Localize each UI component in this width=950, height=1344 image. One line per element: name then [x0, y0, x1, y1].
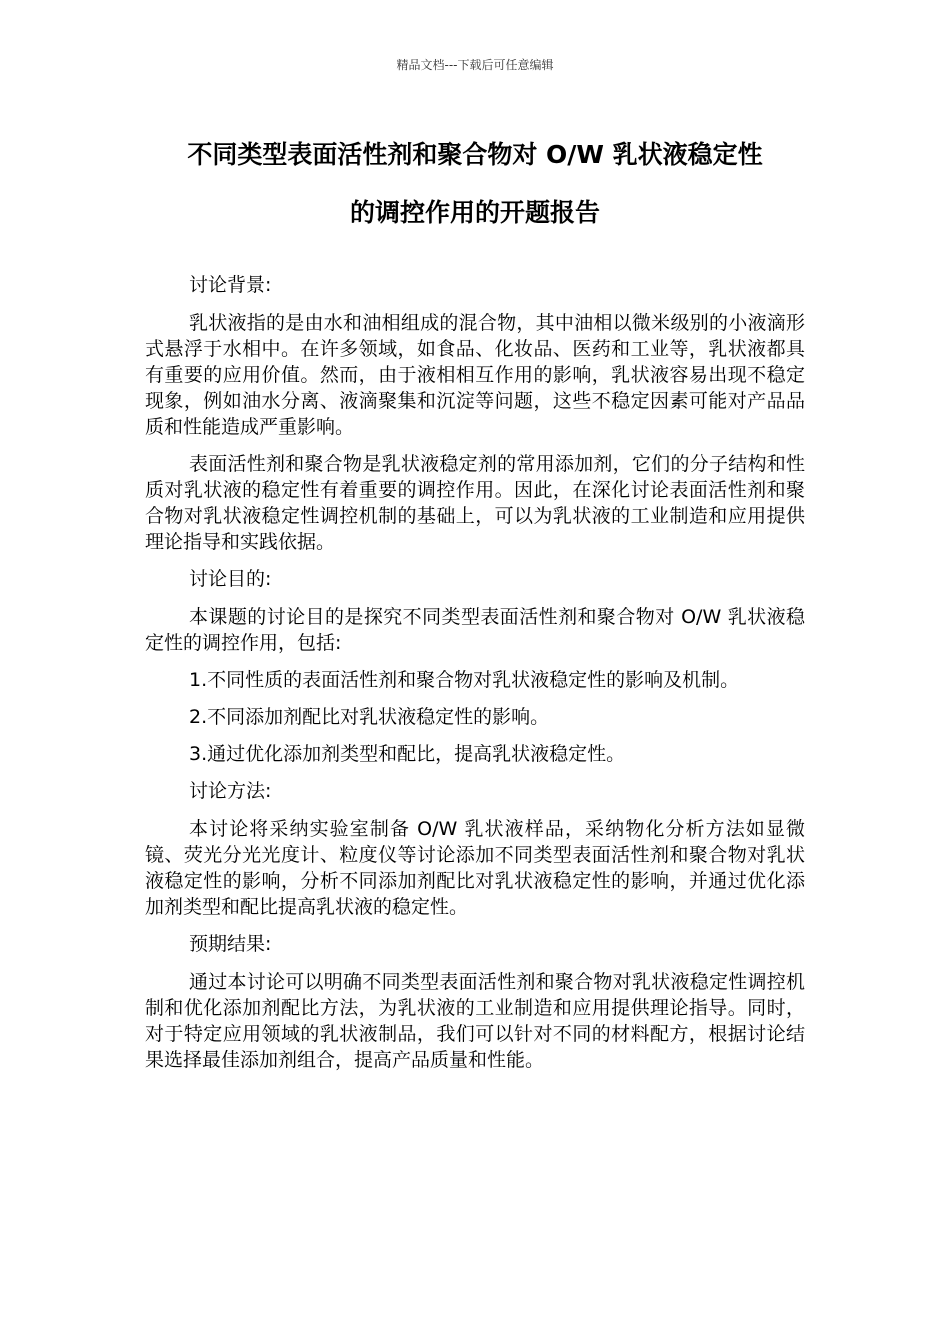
background-paragraph-2: 表面活性剂和聚合物是乳状液稳定剂的常用添加剂，它们的分子结构和性质对乳状液的稳定性有着重要的调控作用。因此，在深化讨论表面活性剂和聚合物对乳状液稳定性调控机制的基础上，可以为乳状液的工业制造和应用提供理论指导和实践依据。 [145, 453, 805, 553]
document-body [145, 272, 805, 1084]
results-paragraph: 通过本讨论可以明确不同类型表面活性剂和聚合物对乳状液稳定性调控机制和优化添加剂配比方法，为乳状液的工业制造和应用提供理论指导。同时，对于特定应用领域的乳状液制品，我们可以针对不同的材料配方，根据讨论结果选择最佳添加剂组合，提高产品质量和性能。 [145, 971, 805, 1071]
results-heading: 预期结果: [189, 933, 272, 955]
purpose-item-3: 3.通过优化添加剂类型和配比，提高乳状液稳定性。 [189, 743, 626, 765]
method-paragraph: 本讨论将采纳实验室制备 O/W 乳状液样品，采纳物化分析方法如显微镜、荧光分光光度计、粒度仪等讨论添加不同类型表面活性剂和聚合物对乳状液稳定性的影响，分析不同添加剂配比对乳状液稳定性的影响，并通过优化添加剂类型和配比提高乳状液的稳定性。 [145, 818, 805, 918]
purpose-intro: 本课题的讨论目的是探究不同类型表面活性剂和聚合物对 O/W 乳状液稳定性的调控作用，包括: [145, 606, 805, 654]
page-header: 精品文档---下载后可任意编辑 [396, 58, 554, 72]
purpose-heading: 讨论目的: [189, 568, 272, 590]
document-title-line-2: 的调控作用的开题报告 [349, 198, 600, 227]
document-title-line-1: 不同类型表面活性剂和聚合物对 O/W 乳状液稳定性 [187, 140, 763, 169]
method-heading: 讨论方法: [189, 780, 272, 802]
purpose-item-2: 2.不同添加剂配比对乳状液稳定性的影响。 [189, 706, 550, 728]
background-paragraph-1: 乳状液指的是由水和油相组成的混合物，其中油相以微米级别的小液滴形式悬浮于水相中。在许多领域，如食品、化妆品、医药和工业等，乳状液都具有重要的应用价值。然而，由于液相相互作用的影响，乳状液容易出现不稳定现象，例如油水分离、液滴聚集和沉淀等问题，这些不稳定因素可能对产品品质和性能造成严重影响。 [145, 312, 805, 438]
background-heading: 讨论背景: [189, 274, 272, 296]
purpose-item-1: 1.不同性质的表面活性剂和聚合物对乳状液稳定性的影响及机制。 [189, 669, 740, 691]
